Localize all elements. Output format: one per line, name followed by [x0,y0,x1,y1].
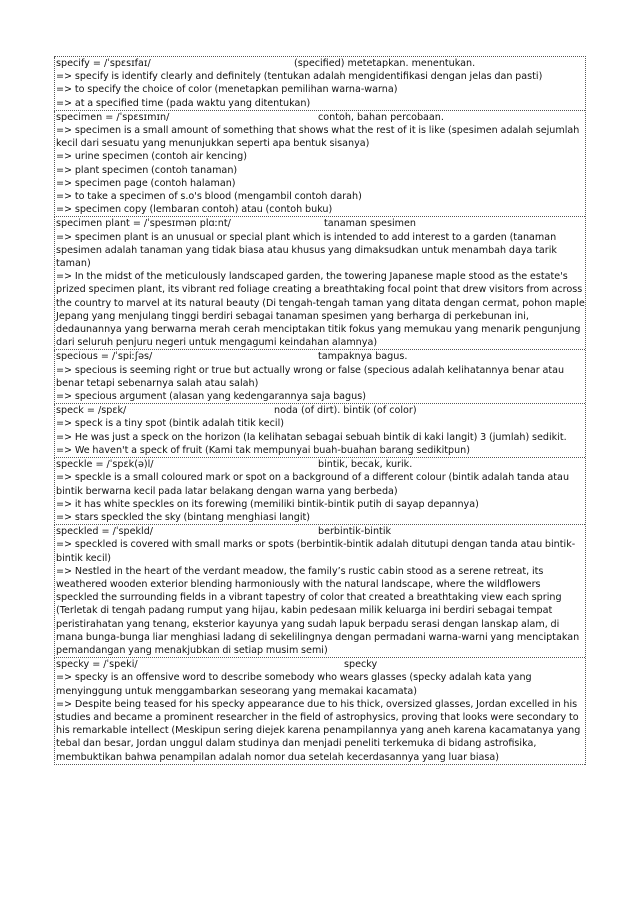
entry-speck [54,404,585,458]
entry-header [55,404,585,417]
entry-header [55,350,585,363]
entry-header [55,525,585,538]
entry-line: => specimen plant is an unusual or special plant which is intended to add interest to a garden (tanaman spesimen adalah tanaman yang tidak biasa atau khusus yang dimaksudkan untuk menambah daya tarik taman) [56,231,557,270]
entry-line: => Despite being teased for his specky appearance due to his thick, oversized glasses, Jordan excelled in his studies and became a prominent researcher in the field of astrophysics, proving that looks were secondary to his remarkable intellect (Meskipun sering diejek karena penampilannya yang aneh karena kacamatanya yang tebal dan besar, Jordan unggul dalam studinya dan menjadi peneliti terkemuka di bidang astrofisika, membuktikan bahwa penampilan adalah nomor dua setelah kecerdasannya yang luar biasa) [56,698,581,763]
entry-term: specify = /ˈspɛsɪfaɪ/ [56,58,151,69]
entry-line: => to take a specimen of s.o's blood (mengambil contoh darah) [56,191,362,203]
entry-line: => plant specimen (contoh tanaman) [56,164,238,176]
dictionary-sheet [54,56,586,765]
entry-term: specky = /ˈspeki/ [56,659,138,671]
entry-line: => speckled is covered with small marks or spots (berbintik-bintik adalah ditutupi dengan tanda atau bintik-bintik kecil) [56,539,576,564]
entry-meaning: berbintik-bintik [318,526,392,538]
entry-line: => specimen page (contoh halaman) [56,177,236,189]
entry-line: => specky is an offensive word to describe somebody who wears glasses (specky adalah kata yang menyinggung untuk menggambarkan seseorang yang memakai kacamata) [56,672,532,697]
entry-term: specimen plant = /ˈspesɪmən plɑːnt/ [56,218,231,230]
entry-line: => specimen is a small amount of something that shows what the rest of it is like (spesimen adalah sejumlah kecil dari sesuatu yang menunjukkan seperti apa bentuk sisanya) [56,125,580,150]
entry-line: => specious is seeming right or true but actually wrong or false (specious adalah kelihatannya benar atau benar tetapi sebenarnya salah atau salah) [56,364,565,389]
entry-header [55,458,585,471]
entry-line: => it has white speckles on its forewing (memiliki bintik-bintik putih di sayap depannya) [56,498,479,510]
entry-line: => specify is identify clearly and definitely (tentukan adalah mengidentifikasi dengan jelas dan pasti) [56,71,543,83]
entry-term: speckled = /ˈspekld/ [56,526,154,538]
entry-line: => at a specified time (pada waktu yang ditentukan) [56,97,311,109]
entry-line: => specious argument (alasan yang kedengarannya saja bagus) [56,391,366,403]
entry-line: => In the midst of the meticulously landscaped garden, the towering Japanese maple stood as the estate's prized specimen plant, its vibrant red foliage creating a breathtaking focal point that drew visitors from across the country to marvel at its natural beauty (Di tengah-tengah taman yang ditata dengan cermat, pohon maple Jepang yang menjulang tinggi berdiri sebagai tanaman spesimen yang berharga di perkebunan ini, dedaunannya yang berwarna merah cerah menciptakan titik fokus yang memukau yang menarik pengunjung dari seluruh penjuru negeri untuk mengagumi keindahan alamnya) [56,271,585,349]
entry-term: specimen = /ˈspɛsɪmɪn/ [56,111,170,123]
entry-specimen-plant [54,217,585,350]
entry-speckled [54,525,585,658]
entry-line: => We haven't a speck of fruit (Kami tak mempunyai buah-buahan barang sedikitpun) [56,444,470,456]
entry-specious [54,350,585,404]
entry-meaning: tampaknya bagus. [318,351,408,363]
entry-meaning: tanaman spesimen [324,218,416,230]
entry-speckle [54,458,585,525]
entry-header [55,217,585,230]
entry-specky [54,658,585,765]
entry-line: => urine specimen (contoh air kencing) [56,151,247,163]
entry-meaning: specky [344,659,378,671]
entry-header [55,111,585,124]
entry-specify [54,57,585,111]
entry-header [55,57,585,70]
entry-meaning: (specified) metetapkan. menentukan. [294,58,476,69]
entry-term: speck = /spɛk/ [56,405,127,417]
entry-specimen [54,111,585,218]
entry-meaning: bintik, becak, kurik. [318,459,413,471]
entry-line: => to specify the choice of color (menetapkan pemilihan warna-warna) [56,84,398,96]
entry-header [55,658,585,671]
entry-meaning: noda (of dirt). bintik (of color) [274,405,417,417]
entry-term: specious = /ˈspiːʃəs/ [56,351,153,363]
entry-term: speckle = /ˈspɛk(ə)l/ [56,459,154,471]
entry-line: => speckle is a small coloured mark or spot on a background of a different colour (bintik adalah tanda atau bintik berwarna kecil pada latar belakang dengan warna yang berbeda) [56,472,570,497]
entry-line: => specimen copy (lembaran contoh) atau (contoh buku) [56,204,333,216]
entry-line: => Nestled in the heart of the verdant meadow, the family’s rustic cabin stood as a serene retreat, its weathered wooden exterior blending harmoniously with the natural landscape, where the wildflowers speckled the surrounding fields in a vibrant tapestry of color that created a breathtaking view each spring (Terletak di tengah padang rumput yang hijau, kabin pedesaan milik keluarga ini berdiri sebagai tempat peristirahatan yang tenang, eksterior kayunya yang sudah lapuk berpadu serasi dengan lanskap alam, di mana bunga-bunga liar menghiasi ladang di sekelilingnya dengan permadani warna-warni yang menciptakan pemandangan yang menakjubkan di setiap musim semi) [56,565,580,656]
entry-meaning: contoh, bahan percobaan. [318,111,444,123]
entry-line: => He was just a speck on the horizon (Ia kelihatan sebagai sebuah bintik di kaki langit) 3 (jumlah) sedikit. [56,431,567,443]
entry-line: => speck is a tiny spot (bintik adalah titik kecil) [56,418,284,430]
entry-line: => stars speckled the sky (bintang menghiasi langit) [56,511,310,523]
